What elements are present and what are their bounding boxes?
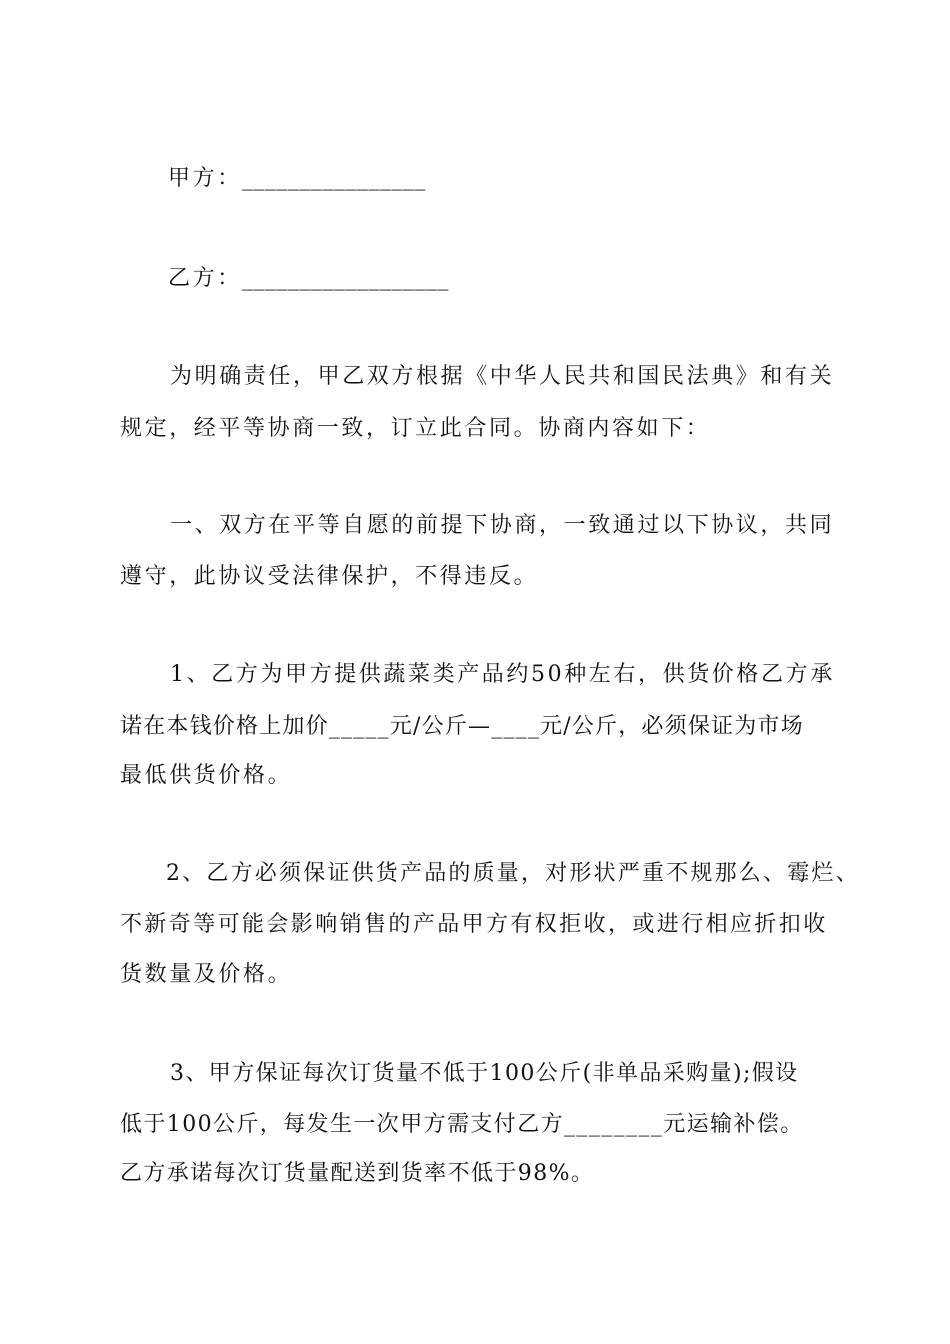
section-one-line-2: 遵守，此协议受法律保护，不得违反。 bbox=[120, 564, 539, 589]
clause-2-line-1: 2、乙方必须保证供货产品的质量，对形状严重不规那么、霉烂、 bbox=[166, 861, 860, 886]
clause-3-line-2: 低于100公斤，每发生一次甲方需支付乙方________元运输补偿。 bbox=[120, 1112, 804, 1137]
party-a-blank: ________________ bbox=[241, 166, 426, 191]
party-b-blank: __________________ bbox=[241, 266, 449, 291]
section-one-line-1: 一、双方在平等自愿的前提下协商，一致通过以下协议，共同 bbox=[170, 513, 835, 538]
clause-2-line-3: 货数量及价格。 bbox=[120, 962, 293, 987]
party-b-label: 乙方： bbox=[168, 266, 242, 291]
party-a-line bbox=[168, 168, 426, 190]
clause-1-line-2: 诺在本钱价格上加价_____元/公斤—____元/公斤，必须保证为市场 bbox=[120, 714, 804, 739]
intro-line-1: 为明确责任，甲乙双方根据《中华人民共和国民法典》和有关 bbox=[170, 364, 835, 389]
clause-2-line-2: 不新奇等可能会影响销售的产品甲方有权拒收，或进行相应折扣收 bbox=[120, 912, 828, 937]
intro-line-2: 规定，经平等协商一致，订立此合同。协商内容如下： bbox=[120, 416, 711, 441]
clause-3-line-1: 3、甲方保证每次订货量不低于100公斤(非单品采购量);假设 bbox=[170, 1061, 799, 1086]
clause-1-line-1: 1、乙方为甲方提供蔬菜类产品约50种左右，供货价格乙方承 bbox=[170, 662, 835, 687]
clause-3-line-3: 乙方承诺每次订货量配送到货率不低于98%。 bbox=[120, 1161, 595, 1186]
party-a-label: 甲方： bbox=[168, 166, 242, 191]
clause-1-line-3: 最低供货价格。 bbox=[120, 763, 293, 788]
party-b-line bbox=[168, 268, 449, 290]
